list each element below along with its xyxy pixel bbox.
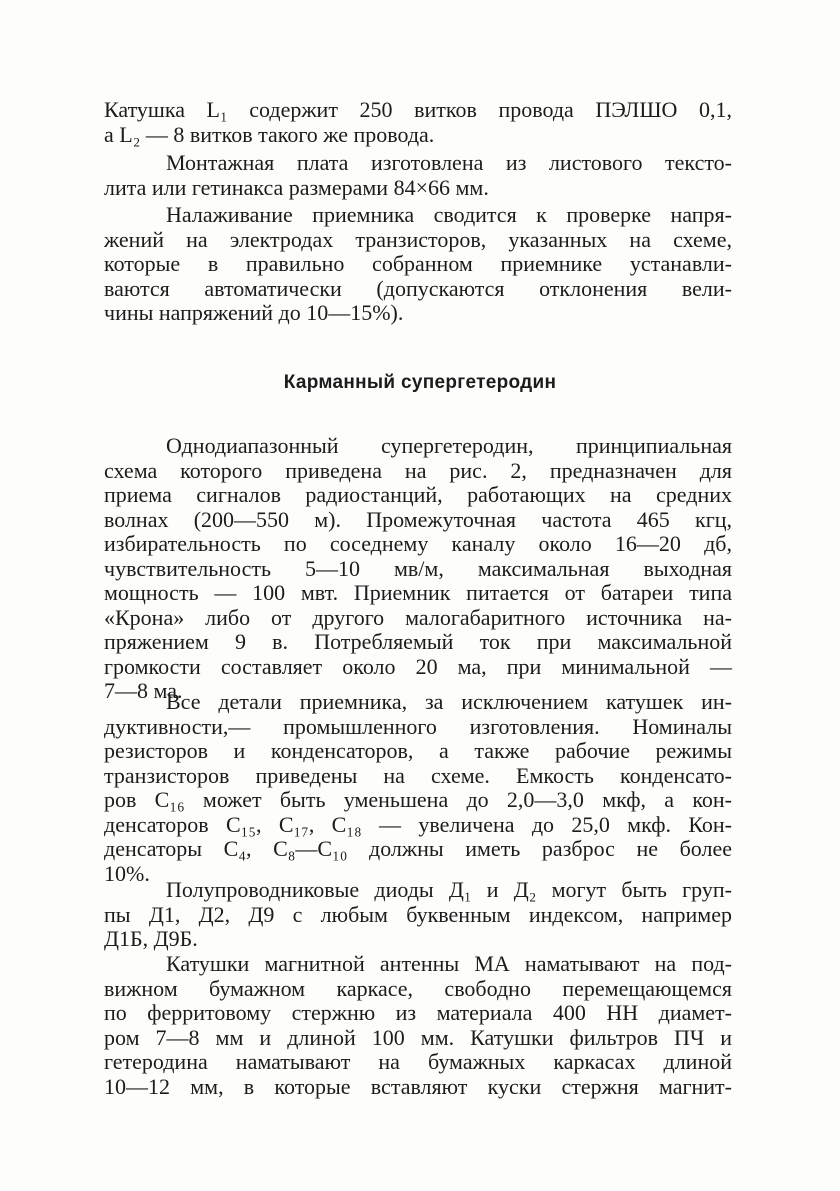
text-line: волнах (200—550 м). Промежуточная частота 465 кгц, [104,506,732,532]
text-line: по ферритовому стержню из материала 400 НН диамет- [104,1000,732,1025]
text-line: громкости составляет около 20 ма, при минимальной — [104,653,732,679]
text-line: ваются автоматически (допускаются отклонения вели- [104,275,732,301]
text-line: денсаторов C₁₅, C₁₇, C₁₈ — увеличена до 25,0 мкф. Кон- [104,811,732,837]
text-line: ром 7—8 мм и длиной 100 мм. Катушки фильтров ПЧ и [104,1024,732,1050]
text-line: чувствительность 5—10 мв/м, максимальная выходная [104,555,732,581]
text-line: Налаживание приемника сводится к проверке напря- [166,202,732,227]
text-line: схема которого приведена на рис. 2, предназначен для [104,457,732,483]
text-line: мощность — 100 мвт. Приемник питается от батареи типа [104,580,732,605]
text-line: Монтажная плата изготовлена из листового тексто- [166,150,732,175]
text-line: 10%. [104,860,150,886]
text-line: Все детали приемника, за исключением катушек ин- [166,689,732,714]
intro-board-paragraph [104,151,732,200]
text-line: 10—12 мм, в которые вставляют куски стержня магнит- [104,1073,732,1099]
text-line: которые в правильно собранном приемнике устанавли- [104,251,732,276]
text-line: избирательность по соседнему каналу около 16—20 дб, [104,531,732,556]
text-line: ров C₁₆ может быть уменьшена до 2,0—3,0 мкф, а кон- [104,787,732,812]
section-paragraph-2 [104,690,732,886]
text-line: транзисторов приведены на схеме. Емкость конденсато- [104,762,732,788]
text-line: вижном бумажном каркасе, свободно перемещающемся [104,975,732,1001]
text-line: чины напряжений до 10—15%). [104,300,404,325]
section-paragraph-1 [104,434,732,704]
text-line: резисторов и конденсаторов, а также рабочие режимы [104,738,732,763]
text-line: Однодиапазонный супергетеродин, принципиальная [166,433,732,458]
text-line: а L₂ — 8 витков такого же провода. [104,121,435,147]
text-line: денсаторы C₄, C₈—C₁₀ должны иметь разброс не более [104,836,732,861]
text-line: гетеродина наматывают на бумажных каркасах длиной [104,1049,732,1074]
text-line: Полупроводниковые диоды Д₁ и Д₂ могут быть груп- [166,877,732,902]
text-line: пряжением 9 в. Потребляемый ток при максимальной [104,629,732,654]
text-line: Д1Б, Д9Б. [104,926,198,951]
section-heading: Карманный супергетеродин [283,372,557,393]
text-line: Катушки магнитной антенны МА наматывают на под- [166,951,732,976]
text-line: приема сигналов радиостанций, работающих на средних [104,482,732,507]
text-line: лита или гетинакса размерами 84×66 мм. [104,174,489,200]
intro-coil-paragraph [104,98,732,147]
text-line: пы Д1, Д2, Д9 с любым буквенным индексом, например [104,901,732,927]
section-paragraph-3 [104,878,732,952]
text-line: дуктивности,— промышленного изготовления. Номиналы [104,713,732,739]
intro-tuning-paragraph [104,203,732,326]
section-paragraph-4 [104,952,732,1099]
text-line: жений на электродах транзисторов, указанных на схеме, [104,226,732,252]
text-line: Катушка L₁ содержит 250 витков провода ПЭЛШО 0,1, [104,97,732,122]
text-line: 7—8 ма. [104,678,183,703]
text-line: «Крона» либо от другого малогабаритного источника на- [104,604,732,630]
